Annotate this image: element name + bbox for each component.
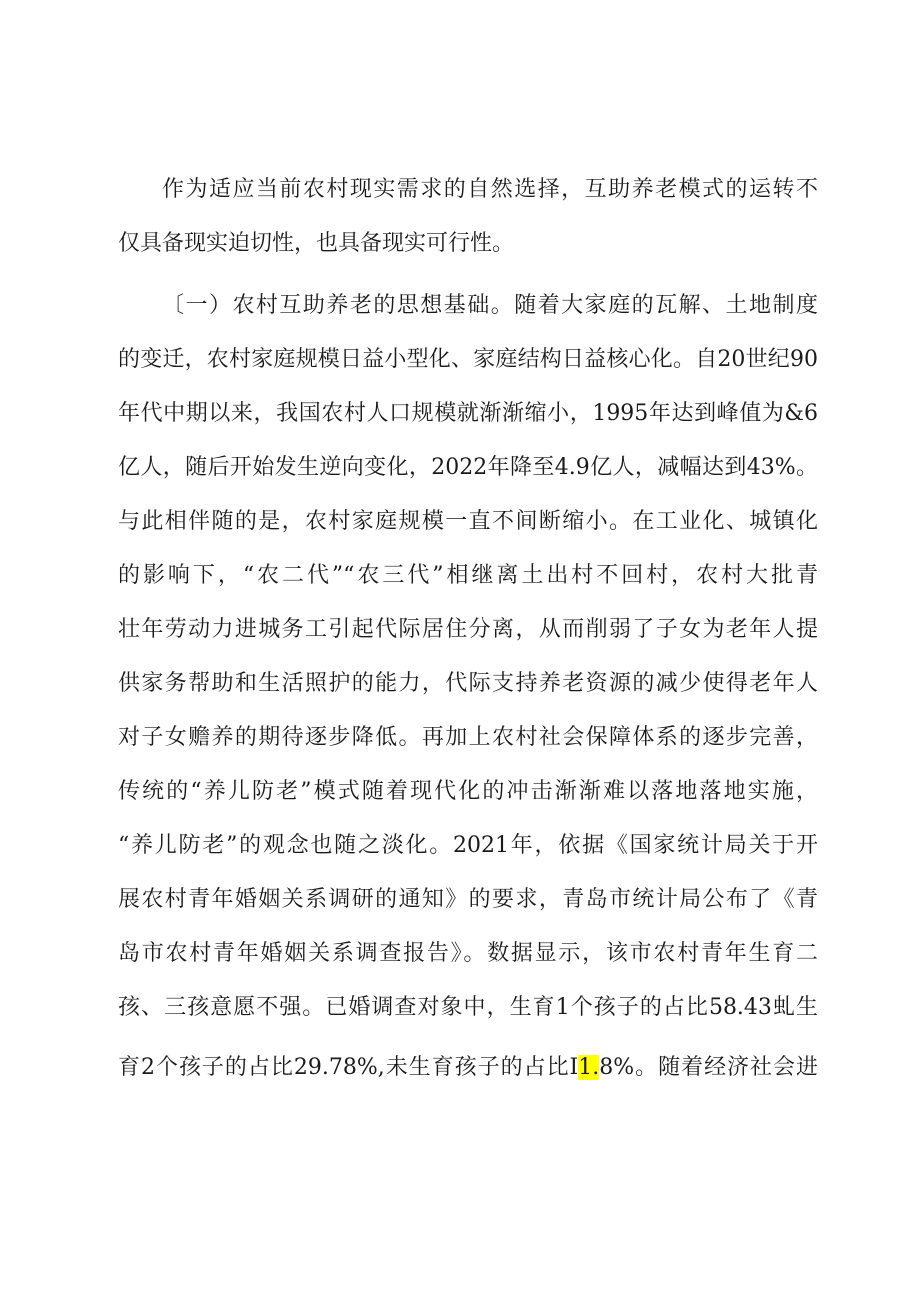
paragraph-2-line-13: 岛市农村青年婚姻关系调查报告》。数据显示，该市农村青年生育二 (118, 941, 818, 966)
paragraph-2-line-6: 的影响下，“农二代”“农三代”相继离土出村不回村，农村大批青 (118, 563, 818, 588)
paragraph-2-line-8: 供家务帮助和生活照护的能力，代际支持养老资源的减少使得老年人 (118, 671, 818, 696)
paragraph-2-line-5: 与此相伴随的是，农村家庭规模一直不间断缩小。在工业化、城镇化 (118, 509, 818, 534)
paragraph-2-line-14: 孩、三孩意愿不强。已婚调查对象中，生育1个孩子的占比58.43虬生 (118, 995, 818, 1020)
paragraph-2-line-15 (118, 1046, 818, 1090)
paragraph-2-line-2: 的变迁，农村家庭规模日益小型化、家庭结构日益核心化。自20世纪90 (118, 347, 818, 372)
paragraph-2-line-9: 对子女赡养的期待逐步降低。再加上农村社会保障体系的逐步完善， (118, 725, 818, 750)
paragraph-2-line-11: “养儿防老”的观念也随之淡化。2021年，依据《国家统计局关于开 (118, 833, 818, 858)
paragraph-1-line-1: 作为适应当前农村现实需求的自然选择，互助养老模式的运转不 (162, 177, 818, 202)
paragraph-2-line-10: 传统的“养儿防老”模式随着现代化的冲击渐渐难以落地落地实施， (118, 779, 818, 804)
paragraph-2-line-1: 〔一）农村互助养老的思想基础。随着大家庭的瓦解、土地制度 (162, 293, 818, 318)
paragraph-1-line-2: 仅具备现实迫切性，也具备现实可行性。 (118, 231, 515, 256)
last-line-text-after: 8%。随着经济社会进 (599, 1055, 818, 1080)
paragraph-2-line-3: 年代中期以来，我国农村人口规模就渐渐缩小，1995年达到峰值为&6 (118, 401, 818, 426)
paragraph-2-line-7: 壮年劳动力进城务工引起代际居住分离，从而削弱了子女为老年人提 (118, 617, 818, 642)
paragraph-2-line-12: 展农村青年婚姻关系调研的通知》的要求，青岛市统计局公布了《青 (118, 887, 818, 912)
paragraph-2-line-4: 亿人，随后开始发生逆向变化，2022年降至4.9亿人，减幅达到43%。 (118, 455, 818, 480)
highlighted-text: 1. (578, 1055, 600, 1080)
last-line-text-before: 育2个孩子的占比29.78%,未生育孩子的占比I (118, 1055, 579, 1080)
